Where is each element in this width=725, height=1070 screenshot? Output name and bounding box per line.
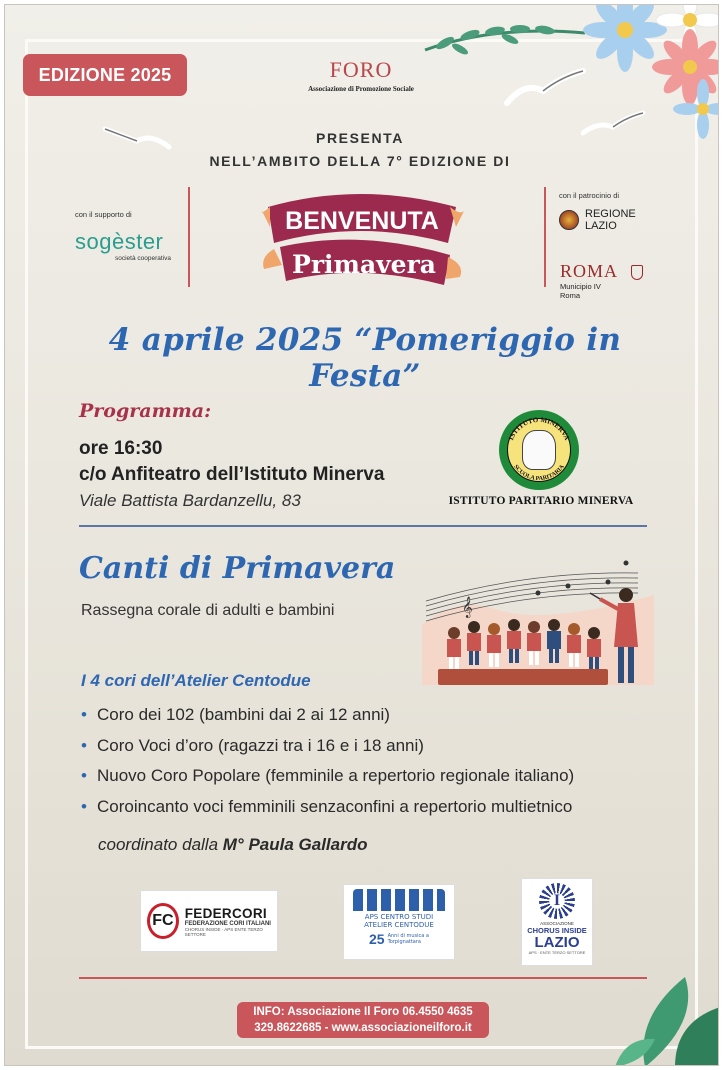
info-line2: 329.8622685 - www.associazioneilforo.it (254, 1022, 472, 1034)
list-item (81, 765, 701, 786)
cori-title: I 4 cori dell’Atelier Centodue (81, 671, 311, 690)
atelier-tag2: Torpignattara (387, 939, 421, 945)
atelier-centodue-logo (343, 884, 455, 960)
organizer-subtitle: Associazione di Promozione Sociale (308, 85, 414, 93)
chorus-inside-lazio-logo (521, 878, 593, 966)
municipio-line2: Roma (560, 291, 581, 300)
info-line1: INFO: Associazione Il Foro 06.4550 4635 (253, 1006, 473, 1018)
regione-line2: LAZIO (585, 220, 617, 232)
svg-text:SCUOLA PARITARIA (512, 464, 566, 483)
minerva-ring-bottom: SCUOLA PARITARIA (512, 464, 566, 483)
cori-item-text: Coro Voci d’oro (ragazzi tra i 16 e i 18 anni) (97, 735, 424, 755)
event-time: ore 16:30 (79, 438, 163, 459)
info-box (237, 1002, 489, 1038)
sogester-logo: sogèster (75, 229, 164, 254)
section-separator (79, 525, 647, 527)
federcori-sub: FEDERAZIONE CORI ITALIANI (184, 920, 271, 927)
regione-lazio-logo (559, 208, 636, 232)
federcori-logo (140, 890, 278, 952)
svg-text:𝄞: 𝄞 (462, 597, 473, 618)
federcori-name: FEDERCORI (184, 905, 267, 921)
support-label: con il supporto di (75, 210, 132, 219)
seagull-icon (581, 109, 647, 139)
programma-label: Programma: (79, 400, 212, 422)
coordinator-line (98, 835, 368, 855)
event-place: c/o Anfiteatro dell’Istituto Minerva (79, 464, 385, 485)
municipio-line1: Municipio IV (560, 282, 601, 291)
cori-item-text: Coro dei 102 (bambini dai 2 ai 12 anni) (97, 705, 390, 724)
seagull-icon (503, 67, 587, 107)
poster (4, 4, 719, 1066)
event-logo-line1: BENVENUTA (285, 207, 439, 235)
cori-item-text: Coroincanto voci femminili senzaconfini a repertorio multietnico (97, 796, 573, 816)
federcori-small: CHORUS INSIDE · APS ENTE TERZO SETTORE (184, 926, 263, 937)
list-item (81, 735, 701, 756)
atelier-line2: ATELIER CENTODUE (364, 921, 434, 929)
choir-illustration (418, 555, 654, 695)
svg-text:ISTITUTO MINERVA (507, 416, 571, 442)
divider-left (188, 187, 190, 287)
edition-badge: EDIZIONE 2025 (23, 54, 187, 96)
list-item (81, 796, 701, 817)
event-logo-line2: Primavera (292, 250, 436, 279)
presenta-line1: PRESENTA (316, 130, 404, 146)
presenta-block (155, 127, 565, 173)
minerva-emblem-icon (499, 410, 579, 490)
cori-list (81, 704, 701, 826)
event-address: Viale Battista Bardanzellu, 83 (79, 491, 301, 510)
minerva-school-name: ISTITUTO PARITARIO MINERVA (448, 495, 634, 507)
organizer-logo-text: FORO (329, 57, 393, 82)
coordinator-name: M° Paula Gallardo (222, 835, 368, 854)
atelier-number: 25 (369, 931, 385, 947)
atelier-arch-icon (353, 889, 445, 911)
atelier-line1: APS CENTRO STUDI (364, 913, 434, 921)
roma-shield-icon (631, 265, 643, 280)
roma-municipio-logo (560, 261, 618, 300)
bullet: • (81, 735, 87, 755)
chorus-line1: CHORUS INSIDE (527, 926, 587, 935)
footer-separator (79, 977, 647, 979)
presenta-line2: NELL’AMBITO DELLA 7° EDIZIONE DI (209, 153, 511, 169)
patronage-label: con il patrocinio di (559, 191, 620, 200)
regione-emblem-icon (559, 210, 579, 230)
atelier-tag1: Anni di musica a (387, 933, 429, 939)
leaves-decoration-icon (615, 967, 719, 1066)
cori-item-text: Nuovo Coro Popolare (femminile a repertorio regionale italiano) (97, 766, 575, 785)
roma-text: ROMA (560, 261, 619, 281)
list-item (81, 704, 701, 725)
bullet: • (81, 796, 87, 816)
chorus-line2: LAZIO (534, 934, 580, 951)
bullet: • (81, 705, 87, 724)
canti-subtitle: Rassegna corale di adulti e bambini (81, 602, 335, 619)
sogester-subtitle: società cooperativa (115, 255, 172, 262)
canti-title: Canti di Primavera (79, 551, 396, 586)
coordinator-prefix: coordinato dalla (98, 835, 223, 854)
minerva-ring-top: ISTITUTO MINERVA (507, 415, 571, 442)
divider-right (544, 187, 546, 287)
federcori-mark-icon: FC (147, 903, 179, 939)
event-date-title: 4 aprile 2025 “Pomeriggio in Festa” (108, 322, 622, 394)
organizer-logo (301, 57, 421, 93)
chorus-assoc: ASSOCIAZIONE (540, 921, 574, 926)
bullet: • (81, 766, 87, 785)
regione-line1: REGIONE (585, 208, 636, 220)
chorus-inside-mark-icon: I (539, 883, 575, 919)
benvenuta-primavera-logo (260, 185, 465, 291)
chorus-small: APS · ENTE TERZO SETTORE (528, 950, 586, 955)
